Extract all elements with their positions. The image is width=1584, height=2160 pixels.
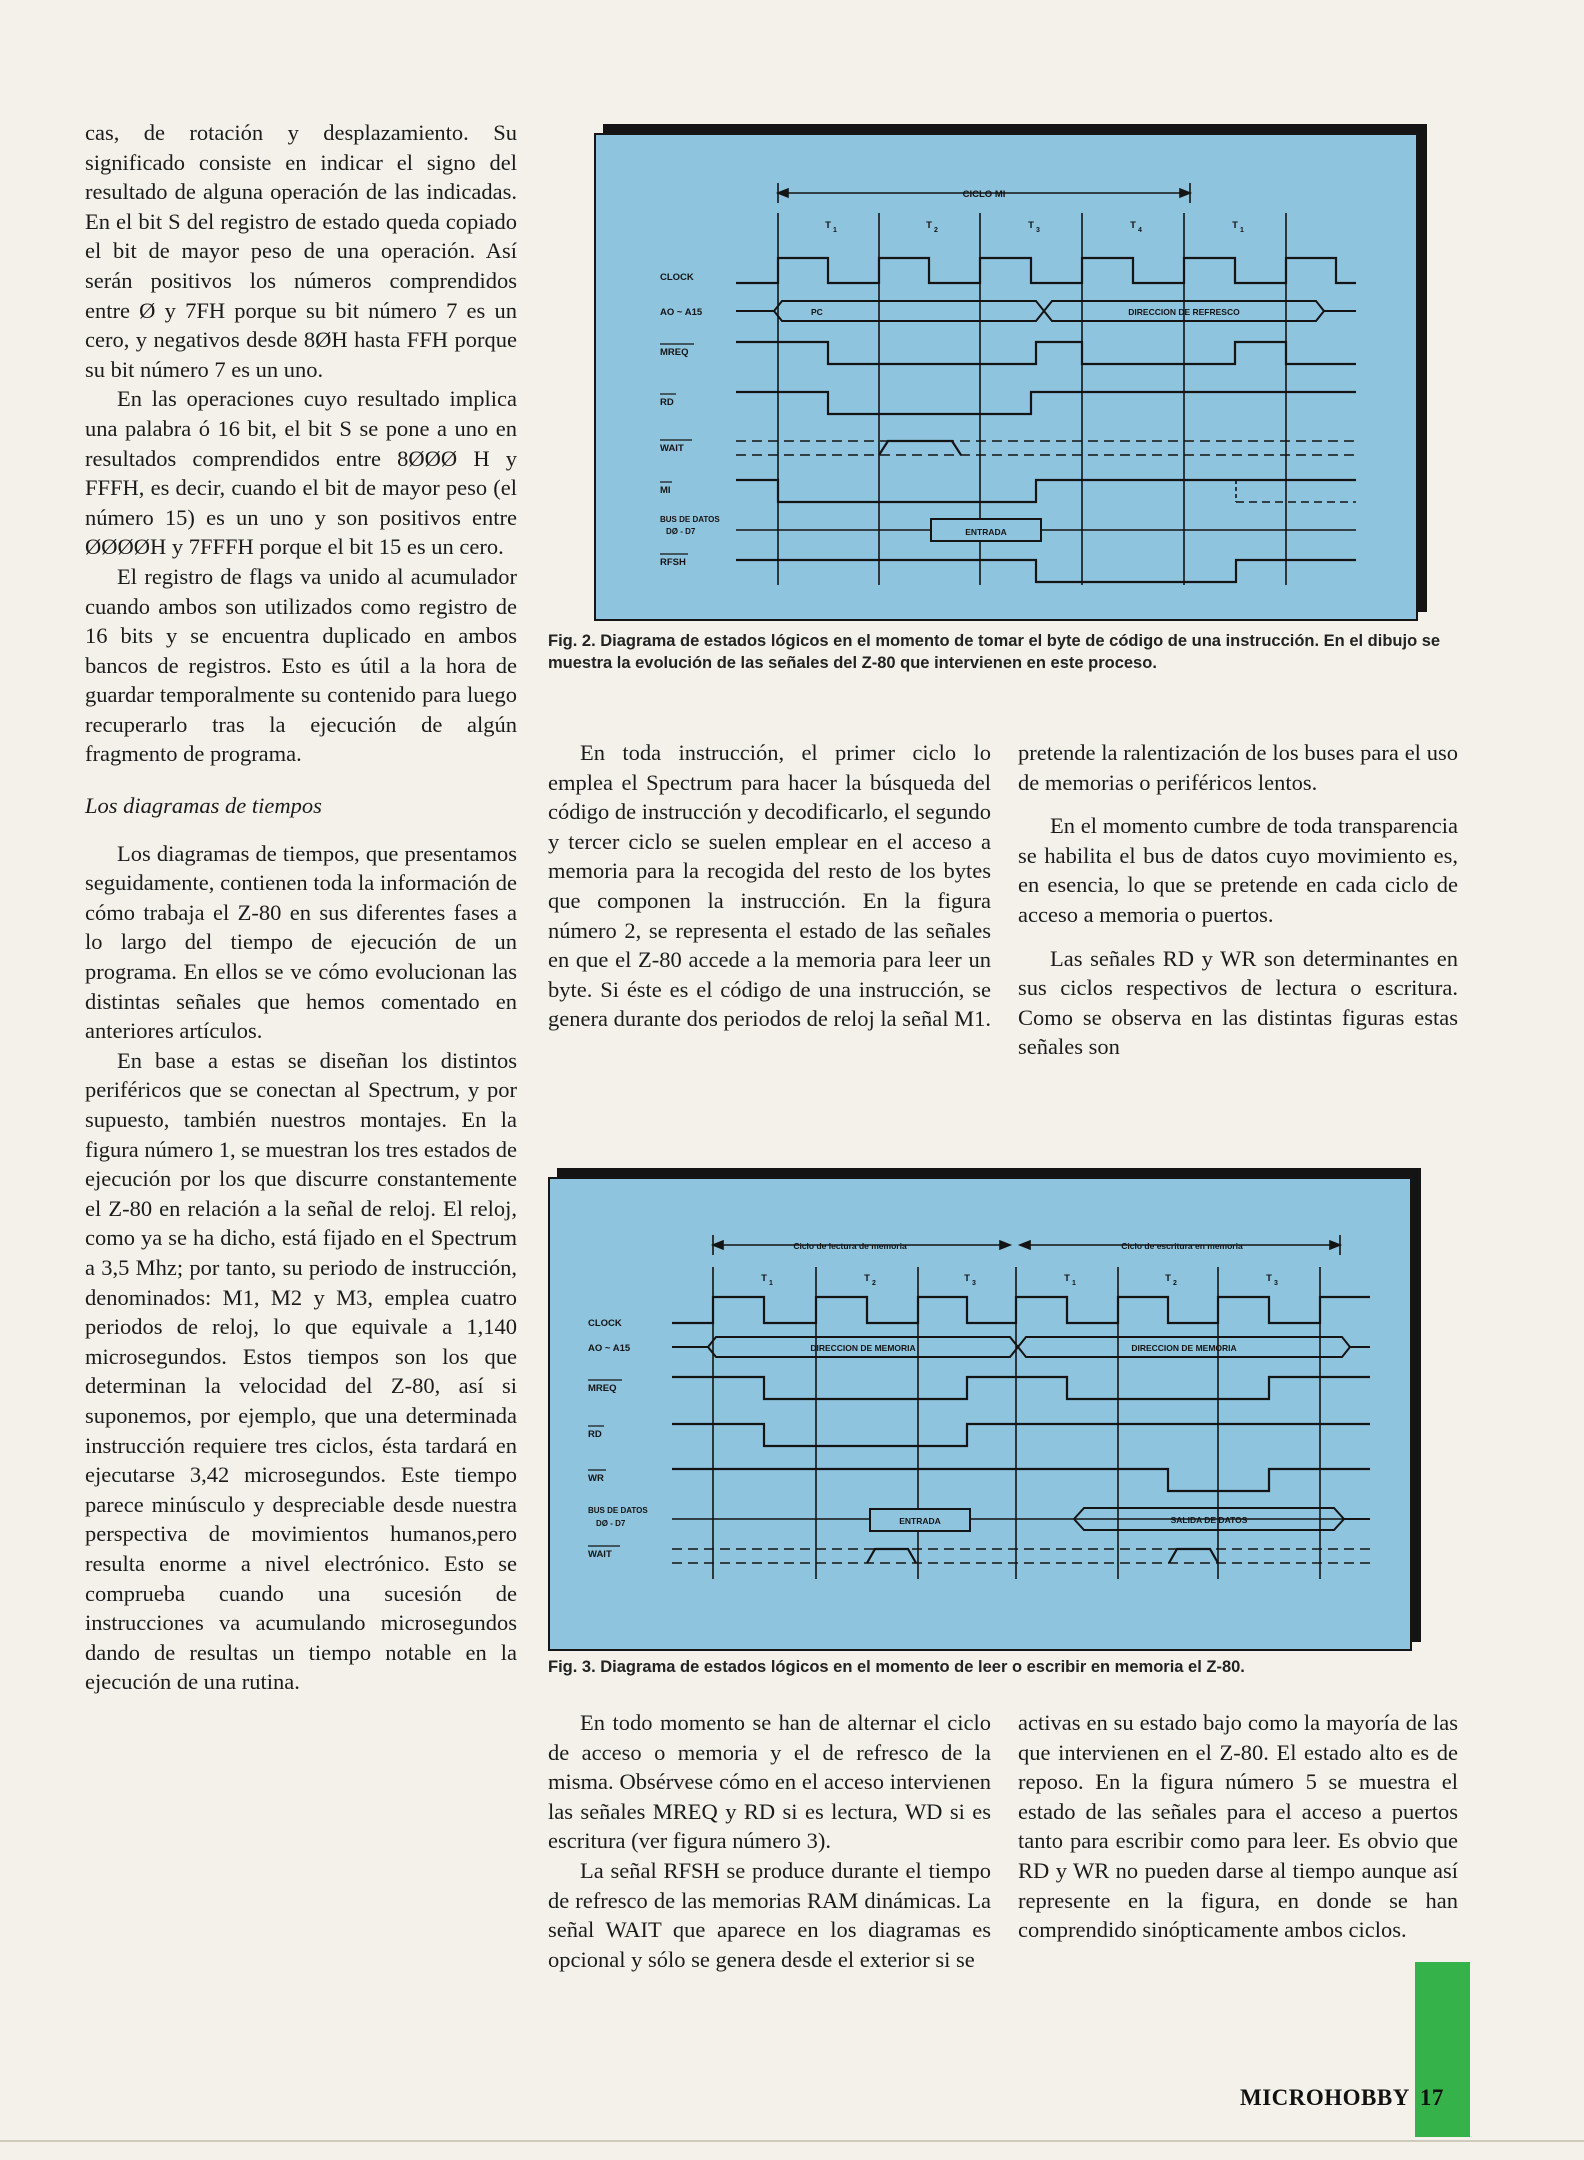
figure-3-svg: [550, 1179, 1410, 1649]
left-column: [85, 118, 517, 1697]
state-sub: 1: [1072, 1280, 1076, 1287]
signal-label: AO ~ A15: [660, 307, 703, 318]
signal-label: RD: [588, 1429, 602, 1440]
state-sub: 4: [1138, 227, 1142, 234]
page-footer: [1240, 2085, 1444, 2111]
signal-label: RFSH: [660, 557, 686, 568]
paragraph: En el momento cumbre de toda transparencia se habilita el bus de datos cuyo movimiento es, en esencia, lo que se pretende en cada ciclo de acceso a memoria o puertos.: [1018, 813, 1458, 927]
paragraph: En toda instrucción, el primer ciclo lo emplea el Spectrum para hacer la búsqueda del código de instrucción y decodificarlo, el segundo y tercer ciclo se suelen emplear en el acceso a memoria para la recogida del resto de los bytes que componen la instrucción. En la figura número 2, se representa el estado de las señales en que el Z-80 accede a la memoria para leer un byte. Si éste es el código de una instrucción, se genera durante dos periodos de reloj la señal M1.: [548, 740, 991, 1032]
right-column-upper: [1018, 738, 1458, 1062]
signal-label: MREQ: [660, 347, 689, 358]
signal-label: BUS DE DATOS: [588, 1506, 648, 1515]
state-label: T: [1165, 1273, 1171, 1284]
bottom-rule: [0, 2140, 1584, 2142]
state-label: T: [1028, 220, 1034, 231]
state-label: T: [761, 1273, 767, 1284]
figure-3-caption: Fig. 3. Diagrama de estados lógicos en el momento de leer o escribir en memoria el Z-80.: [548, 1658, 1245, 1676]
paragraph: Los diagramas de tiempos, que presentamos seguidamente, contienen toda la información de cómo trabaja el Z-80 en sus diferentes fases a lo largo del tiempo de ejecución de un programa. En ellos se ve cómo evolucionan las distintas señales que hemos comentado en anteriores artículos.: [85, 840, 517, 1044]
signal-label: BUS DE DATOS: [660, 515, 720, 524]
signal-label: WAIT: [660, 443, 684, 454]
paragraph: En todo momento se han de alternar el ciclo de acceso o memoria y el de refresco de la misma. Obsérvese cómo en el acceso intervienen las señales MREQ y RD si es lectura, WD si es escritura (ver figura número 3).: [548, 1710, 991, 1854]
state-sub: 2: [872, 1280, 876, 1287]
signal-label: MI: [660, 485, 671, 496]
signal-label: CLOCK: [660, 272, 694, 283]
paragraph: En base a estas se diseñan los distintos periféricos que se conectan al Spectrum, y por supuesto, también nuestros montajes. En la figura número 1, se muestran los tres estados de ejecución por los que discurre constantemente el Z-80 en relación a la señal de reloj. El reloj, como ya se ha dicho, está fijado en el Spectrum a 3,5 Mhz; por tanto, su periodo de instrucción, denominados: M1, M2 y M3, emplea cuatro periodos de reloj, lo que equivale a 1,140 microsegundos. Estos tiempos son los que determinan la velocidad del Z-80, así si suponemos, por ejemplo, que una determinada instrucción requiere tres ciclos, ésta tardará en ejecutarse 3,42 microsegundos. Este tiempo parece minúsculo y despreciable desde nuestra perspectiva de movimientos humanos,pero resulta enorme a nivel electrónico. Esto se comprueba cuando una sucesión de instrucciones va acumulando microsegundos dando de resultas un tiempo notable en la ejecución de una rutina.: [85, 1047, 517, 1695]
state-label: T: [1266, 1273, 1272, 1284]
paragraph: cas, de rotación y desplazamiento. Su significado consiste en indicar el signo del resultado de alguna operación de las indicadas. En el bit S del registro de estado queda copiado el bit de mayor peso de una operación. Así serán positivos los números comprendidos entre Ø y 7FH porque su bit número 7 es un cero, y negativos desde 8ØH hasta FFH porque su bit número 7 es un uno.: [85, 120, 517, 382]
state-sub: 2: [934, 227, 938, 234]
signal-label: DØ - D7: [666, 527, 696, 536]
right-column-lower: [1018, 1708, 1458, 1945]
state-sub: 2: [1173, 1280, 1177, 1287]
data-in-label: ENTRADA: [965, 527, 1007, 537]
magazine-name: MICROHOBBY: [1240, 2085, 1410, 2110]
figure-2-caption: Fig. 2. Diagrama de estados lógicos en el momento de tomar el byte de código de una instrucción. En el dibujo se muestra la evolución de las señales del Z-80 que intervienen en este proceso.: [548, 632, 1441, 672]
figure-2-timing-diagram: [594, 133, 1418, 621]
paragraph: En las operaciones cuyo resultado implica una palabra ó 16 bit, el bit S se pone a uno en resultados comprendidos entre 8ØØØ H y FFFH, es decir, cuando el bit de mayor peso (el número 15) es un uno y son positivos entre ØØØØH y 7FFFH porque el bit 15 es un cero.: [85, 386, 517, 560]
page-number: 17: [1419, 2085, 1444, 2110]
middle-column-upper: [548, 738, 991, 1034]
write-cycle-label: Ciclo de escritura en memoria: [1121, 1241, 1243, 1251]
figure-3-timing-diagram: [548, 1177, 1412, 1651]
paragraph: El registro de flags va unido al acumulador cuando ambos son utilizados como registro de 16 bits y se encuentra duplicado en ambos bancos de registros. Esto es útil a la hora de guardar temporalmente su contenido para luego recuperarlo tras la ejecución de algún fragmento de programa.: [85, 563, 517, 767]
address-label: DIRECCION DE MEMORIA: [1131, 1343, 1237, 1353]
signal-label: DØ - D7: [596, 1519, 626, 1528]
pc-label: PC: [811, 307, 823, 317]
cycle-label: CICLO MI: [962, 189, 1006, 200]
state-label: T: [825, 220, 831, 231]
data-out-label: SALIDA DE DATOS: [1170, 1515, 1248, 1525]
signal-label: MREQ: [588, 1383, 617, 1394]
state-sub: 1: [769, 1280, 773, 1287]
state-sub: 3: [1274, 1280, 1278, 1287]
state-sub: 1: [833, 227, 837, 234]
address-label: DIRECCION DE MEMORIA: [810, 1343, 916, 1353]
signal-label: RD: [660, 397, 674, 408]
signal-label: AO ~ A15: [588, 1343, 631, 1354]
paragraph: pretende la ralentización de los buses para el uso de memorias o periféricos lentos.: [1018, 740, 1458, 795]
data-in-label: ENTRADA: [899, 1516, 941, 1526]
state-label: T: [864, 1273, 870, 1284]
state-label: T: [964, 1273, 970, 1284]
signal-label: WR: [588, 1473, 604, 1484]
signal-label: CLOCK: [588, 1318, 622, 1329]
state-sub: 3: [972, 1280, 976, 1287]
refresh-address-label: DIRECCION DE REFRESCO: [1128, 307, 1240, 317]
state-label: T: [1130, 220, 1136, 231]
paragraph: La señal RFSH se produce durante el tiempo de refresco de las memorias RAM dinámicas. La señal WAIT que aparece en los diagramas es opcional y sólo se genera desde el exterior si se: [548, 1857, 991, 1972]
figure-2-svg: [596, 135, 1416, 619]
paragraph: Las señales RD y WR son determinantes en sus ciclos respectivos de lectura o escritura. Como se observa en las distintas figuras estas señales son: [1018, 945, 1458, 1060]
state-sub: 1: [1240, 227, 1244, 234]
signal-label: WAIT: [588, 1549, 612, 1560]
middle-column-lower: [548, 1708, 991, 1974]
state-label: T: [926, 220, 932, 231]
state-sub: 3: [1036, 227, 1040, 234]
section-heading: Los diagramas de tiempos: [85, 793, 322, 819]
paragraph: activas en su estado bajo como la mayoría de las que intervienen en el Z-80. El estado alto es de reposo. En la figura número 5 se muestra el estado de las señales para el acceso a puertos tanto para escribir como para leer. Es obvio que RD y WR no pueden darse al tiempo aunque así represente en la figura, en donde se han comprendido sinópticamente ambos ciclos.: [1018, 1710, 1458, 1943]
state-label: T: [1232, 220, 1238, 231]
state-label: T: [1064, 1273, 1070, 1284]
read-cycle-label: Ciclo de lectura de memoria: [793, 1241, 907, 1251]
